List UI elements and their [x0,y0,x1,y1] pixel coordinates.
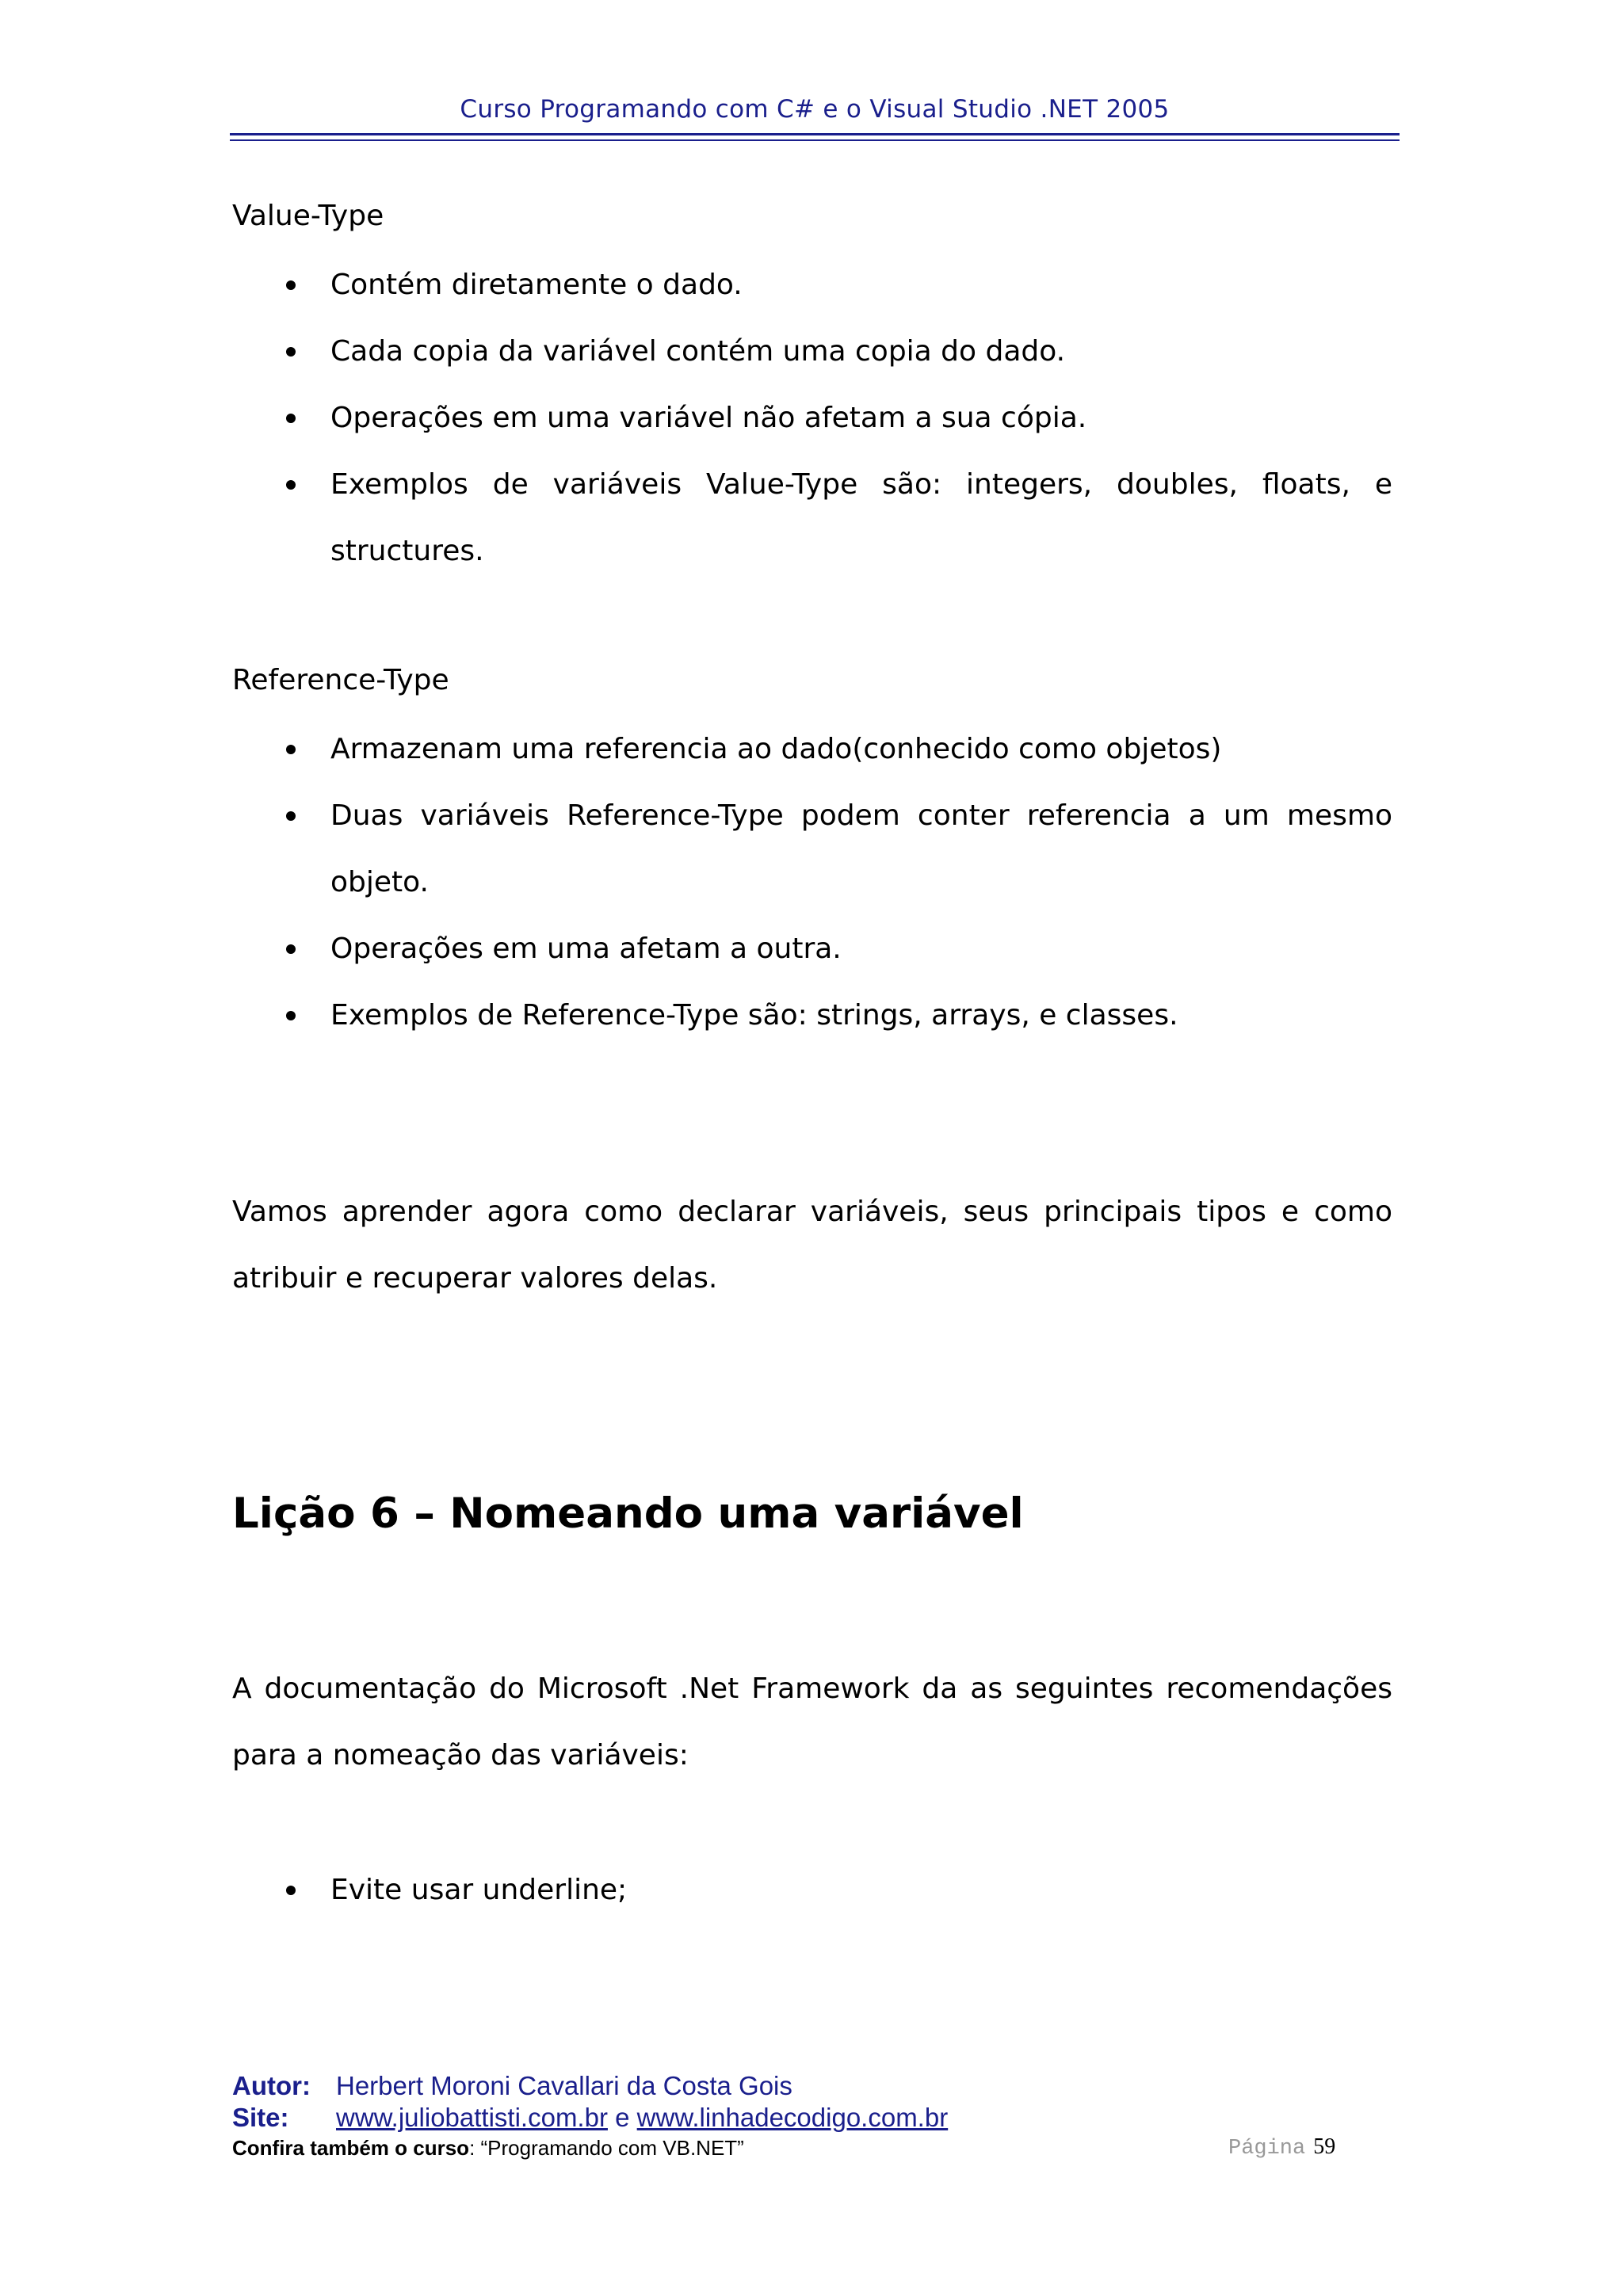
bullet-icon [286,347,296,357]
bullet-icon [286,480,296,490]
bullet-icon [286,944,296,954]
site-join-text: e [607,2103,637,2132]
list-item: Evite usar underline; [232,1857,1392,1924]
page-label: Página [1228,2137,1306,2161]
page-number-value: 59 [1313,2134,1336,2159]
list-item: Exemplos de Reference-Type são: strings, arrays, e classes. [232,982,1392,1049]
value-type-label: Value-Type [232,200,384,232]
site-link-juliobattisti[interactable]: www.juliobattisti.com.br [336,2103,608,2132]
list-item: Armazenam uma referencia ao dado(conhecido como objetos) [232,716,1392,783]
footer-note-rest: : “Programando com VB.NET” [469,2136,744,2160]
value-type-list [232,252,1392,585]
list-item: Cada copia da variável contém uma copia do dado. [232,318,1392,385]
footer-author-name: Herbert Moroni Cavallari da Costa Gois [336,2071,792,2100]
header-title: Curso Programando com C# e o Visual Studio .NET 2005 [460,95,1170,124]
reference-type-label: Reference-Type [232,664,449,696]
bullet-icon [286,414,296,423]
footer-sites [336,2103,948,2133]
list-item: Operações em uma variável não afetam a sua cópia. [232,385,1392,452]
footer-author-label: Autor: [232,2071,311,2100]
footer-note-bold: Confira também o curso [232,2136,470,2160]
lesson-heading: Lição 6 – Nomeando uma variável [232,1489,1024,1538]
reference-type-list [232,716,1392,1049]
footer-site-label: Site: [232,2103,289,2132]
header-rule-secondary [230,139,1400,141]
page-number [1228,2134,1335,2161]
bullet-icon [286,1886,296,1895]
naming-paragraph: A documentação do Microsoft .Net Framework da as seguintes recomendações para a nomeação das variáveis: [232,1672,1392,1772]
intro-paragraph: Vamos aprender agora como declarar variáveis, seus principais tipos e como atribuir e recuperar valores delas. [232,1196,1392,1295]
site-link-linhadecodigo[interactable]: www.linhadecodigo.com.br [636,2103,949,2132]
list-item: Duas variáveis Reference-Type podem conter referencia a um mesmo objeto. [232,783,1392,916]
bullet-icon [286,280,296,290]
list-item: Contém diretamente o dado. [232,252,1392,318]
naming-list [232,1857,1392,1924]
header-rule [230,133,1400,135]
bullet-icon [286,745,296,754]
list-item: Exemplos de variáveis Value-Type são: integers, doubles, floats, e structures. [232,452,1392,585]
bullet-icon [286,1011,296,1020]
bullet-icon [286,811,296,821]
list-item: Operações em uma afetam a outra. [232,916,1392,982]
footer-note [232,2136,744,2161]
